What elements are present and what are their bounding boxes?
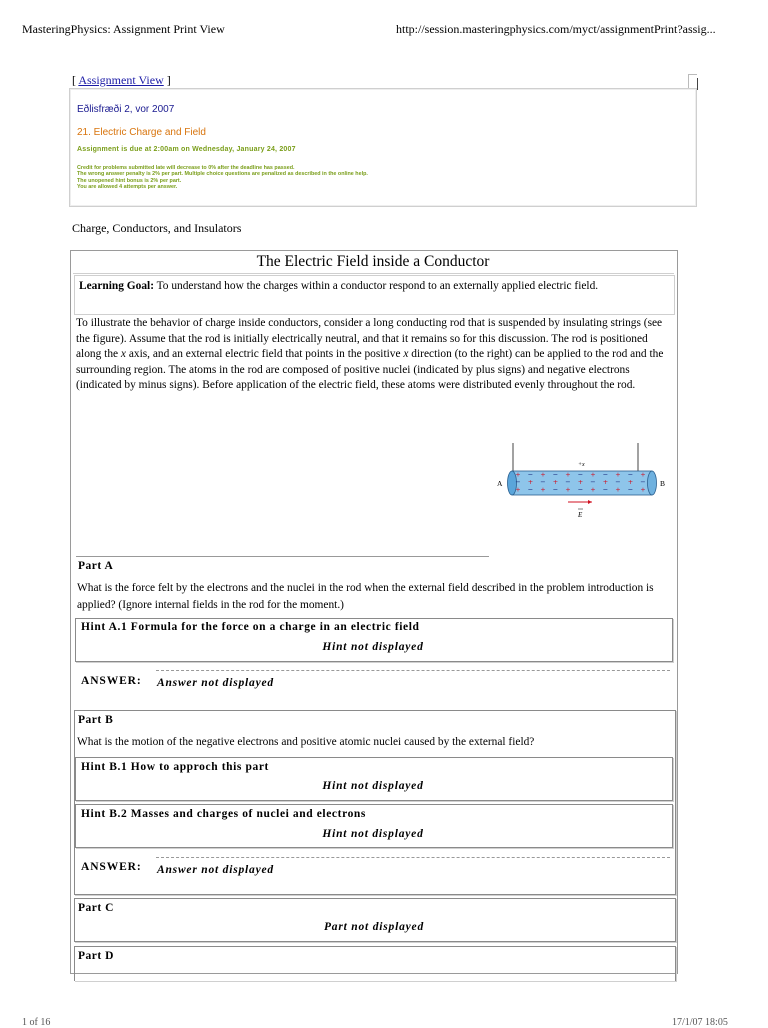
plus-charge-icon: + (627, 478, 634, 486)
answer-a-label: ANSWER: (81, 675, 142, 687)
plus-charge-icon: + (552, 478, 559, 486)
learning-goal-label: Learning Goal: (79, 280, 154, 292)
part-c-status: Part not displayed (323, 921, 424, 933)
plus-charge-icon: + (640, 470, 646, 479)
plus-charge-icon: + (515, 470, 521, 479)
minus-charge-icon: − (577, 485, 584, 494)
field-label (577, 511, 583, 519)
learning-goal (79, 279, 669, 294)
policy-list (77, 165, 368, 191)
part-c-label: Part C (78, 902, 114, 914)
plus-charge-icon: + (640, 485, 646, 494)
intro-text: direction (to the right) can be applied to the rod and the surrounding region. The atoms in the rod are composed of positive nuclei (indicated by plus signs) and negative electrons (indicated by minus signs). Before application of the electric field, these atoms were distributed evenly throughout the rod. (76, 348, 664, 391)
assignment-view-link-wrapper (72, 73, 171, 88)
frame-corner (688, 74, 697, 89)
part-d-label: Part D (78, 950, 114, 962)
plus-charge-icon: + (602, 478, 609, 486)
rod-end-b (648, 471, 657, 495)
minus-charge-icon: − (527, 485, 534, 494)
hint-b1-title: Hint B.1 How to approch this part (81, 761, 269, 773)
answer-b-label: ANSWER: (81, 861, 142, 873)
part-d-box (74, 946, 676, 981)
part-c-box (74, 898, 676, 942)
print-header-title: MasteringPhysics: Assignment Print View (22, 22, 225, 36)
label-b (660, 479, 665, 488)
minus-charge-icon: − (615, 478, 621, 486)
plus-charge-icon: + (590, 470, 596, 479)
part-b-label: Part B (78, 714, 114, 726)
svg-text:+x: +x (578, 462, 585, 468)
intro-text: axis, and an external electric field that points in the positive (125, 348, 404, 360)
minus-charge-icon: − (577, 470, 584, 479)
minus-charge-icon: − (627, 485, 634, 494)
part-a-label: Part A (78, 560, 114, 572)
plus-charge-icon: + (615, 470, 621, 479)
minus-charge-icon: − (640, 478, 646, 486)
section-title: Charge, Conductors, and Insulators (72, 221, 242, 235)
rod (508, 471, 657, 496)
axis-label (578, 462, 585, 468)
hint-b2-status: Hint not displayed (322, 828, 424, 840)
problem-introduction (76, 316, 674, 394)
print-footer-page: 1 of 16 (22, 1017, 51, 1028)
intro-variable: x (403, 348, 409, 360)
problem-title: The Electric Field inside a Conductor (256, 253, 490, 270)
answer-b-status: Answer not displayed (157, 864, 274, 876)
minus-charge-icon: − (565, 478, 571, 486)
print-footer-date: 17/1/07 18:05 (672, 1017, 728, 1028)
plus-charge-icon: + (590, 485, 596, 494)
plus-charge-icon: + (527, 478, 534, 486)
intro-text: To illustrate the behavior of charge inside conductors, consider a long conducting rod that is suspended by insulating strings (see the figure). Assume that the rod is initially electrically neutral, and that it remains so for this discussion. The rod is positioned along the (76, 317, 663, 360)
minus-charge-icon: − (590, 478, 596, 486)
policy-line: The wrong answer penalty is 2% per part. Multiple choice questions are penalized as described in the online help. (77, 171, 368, 178)
part-b-question: What is the motion of the negative electrons and positive atomic nuclei caused by the external field? (77, 736, 535, 748)
minus-charge-icon: − (527, 470, 534, 479)
minus-charge-icon: − (602, 470, 609, 479)
plus-charge-icon: + (515, 485, 521, 494)
assignment-title: 21. Electric Charge and Field (77, 127, 206, 138)
policy-line: You are allowed 4 attempts per answer. (77, 184, 178, 191)
print-header-url: http://session.masteringphysics.com/myct/assignmentPrint?assig... (396, 22, 716, 36)
frame-marker (697, 78, 698, 90)
hint-a1-title: Hint A.1 Formula for the force on a charge in an electric field (81, 621, 420, 633)
plus-charge-icon: + (577, 478, 584, 486)
plus-charge-icon: + (565, 470, 571, 479)
hint-a1-status: Hint not displayed (322, 641, 424, 653)
svg-text:B: B (660, 479, 666, 488)
answer-b-divider (156, 857, 670, 858)
plus-charge-icon: + (565, 485, 571, 494)
plus-charge-icon: + (540, 470, 546, 479)
part-a-question: What is the force felt by the electrons and the nuclei in the rod when the external field described in the problem introduction is applied? (Ignore internal fields in the rod for the moment.) (77, 582, 654, 611)
answer-a-divider (156, 670, 670, 671)
conducting-rod-figure (494, 443, 672, 525)
hint-b2-title: Hint B.2 Masses and charges of nuclei and electrons (81, 808, 366, 820)
plus-charge-icon: + (615, 485, 621, 494)
minus-charge-icon: − (552, 470, 559, 479)
minus-charge-icon: − (627, 470, 634, 479)
hint-b1-status: Hint not displayed (322, 780, 424, 792)
title-divider (73, 273, 674, 274)
minus-charge-icon: − (515, 478, 521, 486)
bracket-open: [ (72, 73, 79, 87)
due-date: Assignment is due at 2:00am on Wednesday, January 24, 2007 (77, 146, 296, 153)
minus-charge-icon: − (540, 478, 546, 486)
policy-line: Credit for problems submitted late will decrease to 0% after the deadline has passed. (77, 165, 295, 171)
plus-charge-icon: + (540, 485, 546, 494)
svg-text:A: A (497, 479, 503, 488)
course-name: Eðlisfræði 2, vor 2007 (77, 104, 175, 115)
svg-text:E: E (578, 511, 583, 519)
bracket-close: ] (163, 73, 171, 87)
field-arrow-head (588, 500, 592, 504)
intro-variable: x (120, 348, 126, 360)
learning-goal-text: To understand how the charges within a conductor respond to an externally applied electric field. (154, 280, 599, 292)
figure-divider (76, 556, 489, 557)
assignment-view-link[interactable]: Assignment View (78, 73, 164, 87)
minus-charge-icon: − (602, 485, 609, 494)
answer-a-status: Answer not displayed (157, 677, 274, 689)
label-a (497, 479, 503, 488)
policy-line: The unopened hint bonus is 2% per part. (77, 177, 182, 184)
minus-charge-icon: − (552, 485, 559, 494)
